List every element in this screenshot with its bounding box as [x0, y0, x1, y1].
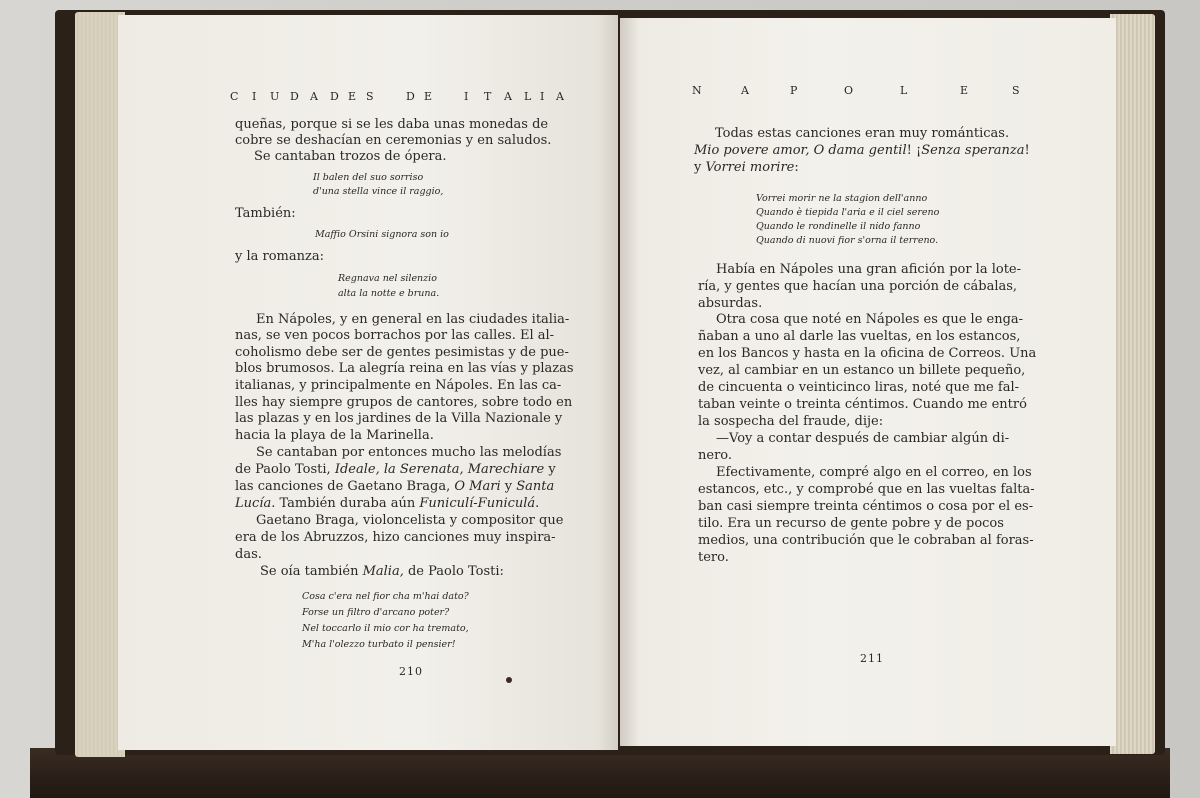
head-letter: A — [741, 84, 749, 97]
verse-line: Il balen del suo sorriso — [313, 172, 424, 183]
head-letter: A — [556, 90, 564, 103]
head-letter: T — [484, 90, 492, 103]
verse-line: Nel toccarlo il mio cor ha tremato, — [302, 623, 469, 634]
head-letter: P — [790, 84, 798, 97]
verse-line: Cosa c'era nel fior cha m'hai dato? — [302, 591, 469, 602]
text-line — [694, 160, 799, 175]
text-line: y la romanza: — [235, 249, 324, 264]
text-run: y — [544, 462, 556, 477]
page-number: 210 — [399, 665, 423, 678]
head-letter: A — [310, 90, 318, 103]
head-letter: E — [348, 90, 357, 103]
text-line: tilo. Era un recurso de gente pobre y de pocos — [698, 516, 1004, 531]
verse-line: Quando di nuovi fior s'orna il terreno. — [756, 235, 939, 246]
verse-line: Quando è tiepida l'aria e il ciel sereno — [756, 207, 940, 218]
text-line: ban casi siempre treinta céntimos o cosa por el es- — [698, 499, 1034, 514]
head-letter: I — [540, 90, 545, 103]
text-line: estancos, etc., y comprobé que en las vueltas falta- — [698, 482, 1035, 497]
head-letter: I — [464, 90, 469, 103]
text-run-italic: O Mari — [454, 479, 501, 494]
text-line: Había en Nápoles una gran afición por la lote- — [716, 262, 1022, 277]
head-letter: C — [230, 90, 239, 103]
text-line: Se cantaban por entonces mucho las melodías — [256, 445, 562, 460]
text-line: nas, se ven pocos borrachos por las calles. El al- — [235, 328, 555, 343]
text-line: blos brumosos. La alegría reina en las vías y plazas — [235, 361, 574, 376]
head-letter: L — [900, 84, 908, 97]
right-page — [620, 18, 1116, 746]
text-line: coholismo debe ser de gentes pesimistas y de pue- — [235, 345, 569, 360]
verse-line: Quando le rondinelle il nido fanno — [756, 221, 921, 232]
text-run: las canciones de Gaetano Braga, — [235, 479, 455, 494]
head-letter: D — [330, 90, 339, 103]
text-run: y — [500, 479, 517, 494]
text-line: lles hay siempre grupos de cantores, sobre todo en — [235, 395, 573, 410]
text-run-italic: Funiculí-Funiculá. — [419, 496, 540, 511]
head-letter: A — [504, 90, 512, 103]
text-line: ñaban a uno al darle las vueltas, en los estancos, — [698, 329, 1021, 344]
text-line: das. — [235, 547, 262, 562]
text-line: hacia la playa de la Marinella. — [235, 428, 434, 443]
text-line: italianas, y principalmente en Nápoles. En las ca- — [235, 378, 562, 393]
text-line: Gaetano Braga, violoncelista y compositor que — [256, 513, 564, 528]
text-line — [235, 496, 539, 511]
text-line: taban veinte o treinta céntimos. Cuando me entró — [698, 397, 1027, 412]
text-run: y — [694, 160, 706, 175]
text-run: Se oía también — [260, 564, 363, 579]
text-line — [260, 564, 504, 579]
head-letter: D — [406, 90, 415, 103]
text-line: vez, al cambiar en un estanco un billete pequeño, — [698, 363, 1026, 378]
text-run-italic: Senza speranza — [921, 143, 1025, 158]
text-line: era de los Abruzzos, hizo canciones muy inspira- — [235, 530, 556, 545]
text-line: Todas estas canciones eran muy románticas. — [715, 126, 1010, 141]
text-line: En Nápoles, y en general en las ciudades italia- — [256, 312, 570, 327]
text-run-italic: Malia, — [362, 564, 404, 579]
text-line: queñas, porque si se les daba unas monedas de — [235, 117, 549, 132]
head-letter: O — [844, 84, 854, 97]
text-line: ría, y gentes que hacían una porción de cábalas, — [698, 279, 1018, 294]
head-letter: N — [692, 84, 702, 97]
head-letter: S — [366, 90, 374, 103]
text-run-italic: Mio povere amor, O dama gentil — [694, 143, 907, 158]
page-edges-right — [1110, 14, 1155, 754]
wooden-shelf — [30, 748, 1170, 798]
text-line: También: — [235, 206, 296, 221]
text-line — [235, 479, 554, 494]
text-run: : — [794, 160, 799, 175]
text-run-italic: Lucía — [235, 496, 272, 511]
text-run: de Paolo Tosti, — [235, 462, 335, 477]
head-letter: U — [270, 90, 280, 103]
text-run-italic: Santa — [516, 479, 555, 494]
text-line: cobre se deshacían en ceremonias y en saludos. — [235, 133, 552, 148]
text-line: Efectivamente, compré algo en el correo, en los — [716, 465, 1032, 480]
text-line: absurdas. — [698, 296, 763, 311]
text-line: Otra cosa que noté en Nápoles es que le enga- — [716, 312, 1024, 327]
text-line: las plazas y en los jardines de la Villa Nazionale y — [235, 411, 563, 426]
text-line: —Voy a contar después de cambiar algún di- — [716, 431, 1010, 446]
verse-line: Regnava nel silenzio — [338, 273, 437, 284]
verse-line: alta la notte e bruna. — [338, 288, 440, 299]
text-line: en los Bancos y hasta en la oficina de Correos. Una — [698, 346, 1037, 361]
text-line: nero. — [698, 448, 733, 463]
text-run: de Paolo Tosti: — [403, 564, 504, 579]
page-number: 211 — [860, 652, 884, 665]
text-line: medios, una contribución que le cobraban al foras- — [698, 533, 1034, 548]
head-letter: S — [1012, 84, 1020, 97]
head-letter: E — [424, 90, 433, 103]
head-letter: L — [524, 90, 532, 103]
ink-spot — [506, 677, 512, 683]
head-letter: E — [960, 84, 969, 97]
text-run: ! ¡ — [906, 143, 922, 158]
text-run-italic: Ideale, la Serenata, Marechiare — [334, 462, 545, 477]
verse-line: d'una stella vince il raggio, — [313, 186, 444, 197]
left-page — [118, 15, 618, 750]
verse-line: Vorrei morir ne la stagion dell'anno — [756, 193, 928, 204]
verse-line: M'ha l'olezzo turbato il pensier! — [302, 639, 456, 650]
text-line: la sospecha del fraude, dije: — [698, 414, 884, 429]
text-line — [235, 462, 556, 477]
verse-line: Forse un filtro d'arcano poter? — [302, 607, 450, 618]
text-run: ! — [1024, 143, 1030, 158]
text-run: . También duraba aún — [271, 496, 420, 511]
text-run-italic: Vorrei morire — [705, 160, 795, 175]
text-line: tero. — [698, 550, 729, 565]
head-letter: I — [252, 90, 257, 103]
verse-line: Maffio Orsini signora son io — [315, 229, 449, 240]
text-line: Se cantaban trozos de ópera. — [254, 149, 447, 164]
head-letter: D — [290, 90, 299, 103]
text-line: de cincuenta o veinticinco liras, noté que me fal- — [698, 380, 1019, 395]
text-line — [694, 143, 1030, 158]
